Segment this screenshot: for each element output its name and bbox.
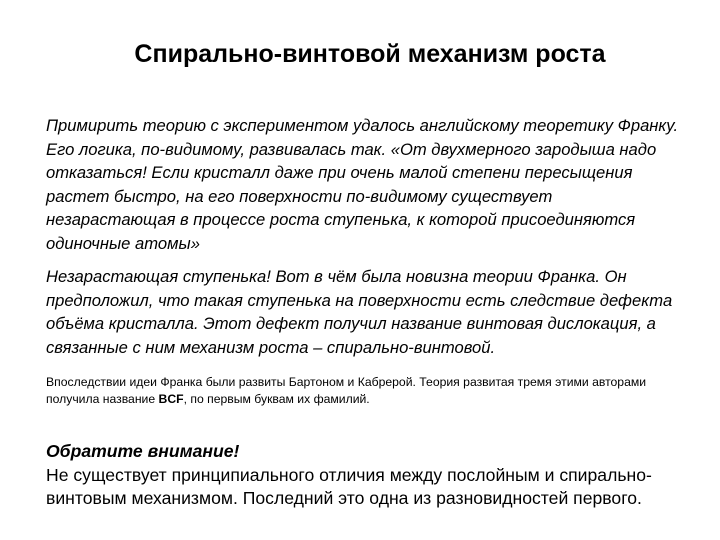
paragraph-bcf-theory: [46, 374, 686, 408]
bcf-text-before: Впоследствии идеи Франка были развиты Бартоном и Кабрерой. Теория развитая тремя этими авторами получила название: [46, 375, 647, 406]
slide-title: Спирально-винтовой механизм роста: [134, 40, 606, 68]
bcf-text-after: , по первым буквам их фамилий.: [183, 392, 370, 406]
note-heading: Обратите внимание!: [46, 441, 240, 461]
note-text: Не существует принципиального отличия между послойным и спирально-винтовым механизмом. Последний это одна из разновидностей первого.: [46, 464, 652, 508]
paragraph-screw-dislocation: Незарастающая ступенька! Вот в чём была новизна теории Франка. Он предположил, что такая ступенька на поверхности есть следствие дефекта объёма кристалла. Этот дефект получил название винтовая дислокация, а связанные с ним механизм роста – спирально-винтовой.: [46, 267, 673, 357]
attention-note: [46, 440, 686, 511]
bcf-acronym: BCF: [158, 392, 184, 406]
paragraph-frank-theory: Примирить теорию с экспериментом удалось английскому теоретику Франку. Его логика, по-видимому, развивалась так. «От двухмерного зародыша надо отказаться! Если кристалл даже при очень малой степени пересыщения растет быстро, на его поверхности по-видимому существует незарастающая в процессе роста ступенька, к которой присоединяются одиночные атомы»: [46, 116, 679, 253]
